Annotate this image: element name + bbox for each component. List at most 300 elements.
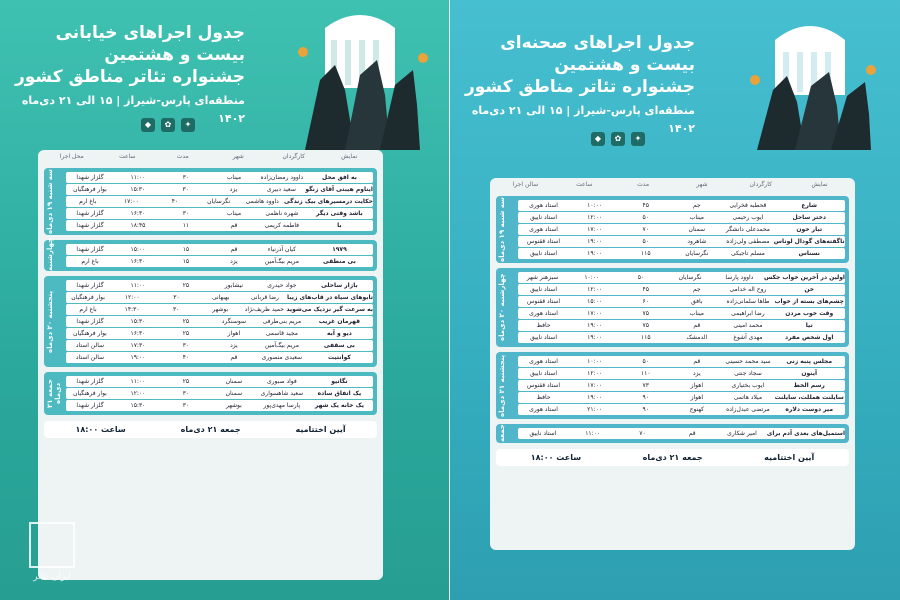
poster-artwork [735,10,885,150]
closing-ceremony-bar [496,449,849,466]
time: ۱۲:۰۰ [124,294,140,301]
title-line-1: جدول اجراهای صحنه‌ای [500,33,695,53]
time: ۱۹:۰۰ [587,394,603,401]
column-headers [490,178,855,191]
city: جم [692,286,701,293]
show-name: وقت خوب مردن [785,310,834,317]
venue: استاد هوری [529,202,558,209]
venue: استاد ناییق [530,334,557,341]
title-subtitle: منطقه‌ای پارس-شیراز | ۱۵ الی ۲۱ دی‌ماه ۱۴۰۲ [471,104,695,135]
venue: بوار فرهنگیان [73,330,107,337]
closing-date: جمعه ۲۱ دی‌ماه [180,425,241,434]
city: قم [230,222,238,229]
day-group [496,424,849,443]
venue: استاد ققنوس [527,382,561,389]
director: سعید شاهسواری [260,390,304,397]
closing-label: آیین اختتامیه [764,453,815,462]
city: جم [692,202,701,209]
venue: گلزار شهدا [76,378,104,385]
show-name: قهرمان غریب [318,318,361,325]
show-name: آینون [801,370,818,377]
time: ۱۲:۰۰ [587,214,603,221]
schedule-row [66,352,373,363]
show-name: تبار خون [796,226,823,233]
schedule-row [518,380,845,391]
schedule-row [66,376,373,387]
city: قم [693,322,701,329]
city: نگرسایان [685,250,709,257]
schedule-row [518,368,845,379]
director: قحطبه فخرایی [729,202,767,209]
day-group [496,196,849,263]
duration: ۴۵ [642,286,649,293]
poster-artwork [285,10,435,150]
time: ۱۵:۰۰ [130,246,146,253]
day-group [44,276,377,367]
show-name: اولین در آخرین خواب جکس [763,274,845,281]
duration: ۱۵ [182,246,190,253]
director: سید محمد حسینی [725,358,771,365]
duration: ۹۰ [642,406,649,413]
venue: بوار فرهنگیان [73,186,107,193]
closing-time: ساعت ۱۸:۰۰ [75,425,126,434]
schedule-row [66,340,373,351]
director: مریم بیگ‌آمین [264,342,299,349]
time: ۱۲:۰۰ [587,286,603,293]
schedule-sheet [38,150,383,580]
show-name: مجلس پنبه زنی [786,358,833,365]
title-subtitle: منطقه‌ای پارس-شیراز | ۱۵ الی ۲۱ دی‌ماه ۱۴۰۲ [21,94,245,125]
city: میناب [689,310,704,317]
time: ۱۴:۳۰ [124,306,140,313]
watermark [8,522,96,592]
show-name: با [337,222,342,229]
day-label: جمعه ۲۱ دی‌ماه [46,379,62,408]
column-header: محل اجرا [59,153,84,160]
show-name: به افق محل [321,174,357,181]
time: ۱۶:۳۰ [130,258,146,265]
director: طاها سلمانی‌زاده [726,298,770,305]
director: داوود هاشمی [245,198,279,205]
time: ۱۵:۳۰ [130,186,146,193]
column-header: ساعت [119,153,136,160]
title-line-3: جشنواره تئاتر مناطق کشور [464,77,695,97]
director: داوود رمضان‌زاده [260,174,304,181]
venue: استاد ناییق [530,286,557,293]
schedule-row [66,244,373,255]
venue: بوار فرهنگیان [73,390,107,397]
venue: سالن استاد [75,342,105,349]
column-headers [38,150,383,163]
show-name: ایناوم هیبتی آقای زنگو [305,186,373,193]
city: سمنان [225,390,243,397]
city: قم [693,358,701,365]
schedule-row [518,284,845,295]
duration: ۴۵ [642,202,649,209]
director: پارسا مهدی‌پور [263,402,301,409]
time: ۱۹:۰۰ [587,322,603,329]
show-name: شارع [801,202,818,209]
duration: ۵۰ [637,274,645,281]
venue: استاد هوری [529,406,558,413]
duration: ۱۵ [182,258,190,265]
closing-date: جمعه ۲۱ دی‌ماه [642,453,703,462]
director: مریم بیگ‌آمین [264,258,299,265]
schedule-row [66,400,373,411]
column-header: کارگردان [282,153,305,160]
duration: ۳۰ [182,174,190,181]
poster-title [10,22,245,128]
schedule-row [66,220,373,231]
show-name: بازار ساحلی [321,282,358,289]
emblem-icon: ✦ [631,132,645,146]
director: رضا ابراهیمی [731,310,765,317]
director: مریم بنی‌طرفی [262,318,302,325]
venue: گلزار شهدا [76,246,104,253]
closing-label: آیین اختتامیه [295,425,346,434]
schedule-row [66,172,373,183]
show-name: میر دوست دلاره [785,406,834,413]
duration: ۲۵ [182,330,190,337]
director: داوود پارسا [725,274,754,281]
schedule-sheet [490,178,855,550]
day-group [44,168,377,235]
time: ۱۸:۴۵ [130,222,146,229]
director: محمدعلی دانشگر [725,226,770,233]
duration: ۷۰ [642,226,649,233]
column-header: ساعت [576,181,593,188]
venue: استاد ناییق [530,370,557,377]
venue: حافظ [536,394,551,401]
venue: گلزار شهدا [76,210,104,217]
show-name: رسم الخط [793,382,825,389]
closing-ceremony-bar [44,421,377,438]
schedule-row [66,304,373,315]
city: میناب [226,174,242,181]
title-line-2: بیست و هشتمین [104,45,245,65]
city: بافق [691,298,703,305]
city: الدمشک [686,334,708,341]
director: ایوب بختیاری [731,382,765,389]
time: ۱۱:۰۰ [130,282,146,289]
city: اهواز [690,394,704,401]
show-name: کوانتیت [328,354,351,361]
director: امیر شکاری [727,430,757,437]
column-header: نمایش [341,153,358,160]
venue: استاد ققنوس [527,238,561,245]
show-name: ناگفته‌های گودال لوناس [773,238,845,245]
venue: گلزار شهدا [76,222,104,229]
schedule-row [518,308,845,319]
director: سعید دبیری [266,186,296,193]
schedule-row [518,392,845,403]
day-label: جمعه [498,424,506,443]
column-header: شهر [696,181,708,188]
schedule-row [518,224,845,235]
show-name: نسناس [798,250,820,257]
schedule-row [518,272,845,283]
show-name: ۱۹۷۹ [332,246,347,253]
poster-title [460,32,695,138]
time: ۱۰:۰۰ [587,202,603,209]
schedule-row [66,208,373,219]
show-name: سایلنت همللت، سایلنت [774,394,844,401]
schedule-row [518,236,845,247]
director: مهدی آشوغ [733,334,763,341]
city: بوشهر [212,306,229,313]
duration: ۴۰ [182,354,190,361]
show-name: خن [804,286,815,293]
show-name: یک خانه یک شهر [314,402,364,409]
city: قم [688,430,696,437]
time: ۱۱:۰۰ [585,430,601,437]
venue: گلزار شهدا [76,318,104,325]
schedule-row [518,320,845,331]
column-header: کارگردان [749,181,772,188]
duration: ۵۰ [642,214,649,221]
venue: استاد ناییق [529,430,557,437]
show-name: تابوهای سیاه در قاب‌های زیبا [287,294,373,301]
duration: ۱۱۰ [640,370,651,377]
time: ۱۹:۰۰ [130,354,146,361]
time: ۱۰:۰۰ [584,274,600,281]
day-group [496,268,849,347]
director: ایوب رحیمی [732,214,764,221]
duration: ۷۵ [642,310,649,317]
duration: ۳۰ [182,402,190,409]
show-name: اول شخص مفرد [785,334,834,341]
venue: گلزار شهدا [76,402,104,409]
column-header: مدت [637,181,650,188]
city: یزد [230,342,238,349]
venue: حافظ [536,322,551,329]
column-header: نمایش [811,181,828,188]
stage-schedule-poster [450,0,900,600]
city: قم [230,246,238,253]
city: یزد [229,186,238,193]
city: بهبهانی [211,294,230,301]
time: ۱۵:۳۰ [130,318,146,325]
director: کیان آذرنیاء [267,246,296,253]
director: شهره ناظمی [265,210,299,217]
schedule-row [518,296,845,307]
day-group [44,372,377,415]
city: نیشابور [224,282,244,289]
title-line-2: بیست و هشتمین [554,55,695,75]
schedule-row [66,316,373,327]
venue: گلزار شهدا [76,174,104,181]
director: فواد صبوری [266,378,297,385]
time: ۱۷:۰۰ [587,226,603,233]
duration: ۲۵ [182,282,190,289]
city: قم [230,354,238,361]
director: مجید قاسمی [265,330,298,337]
title-line-1: جدول اجراهای خیابانی [55,23,245,43]
director: سعیدی منصوری [261,354,303,361]
venue: استاد هوری [529,310,558,317]
venue: بوار فرهنگیان [71,294,105,301]
time: ۱۲:۰۰ [130,390,146,397]
city: اهواز [690,382,704,389]
column-header: شهر [232,153,244,160]
duration: ۵۰ [642,358,649,365]
flower-logo-icon: ✿ [611,132,625,146]
day-label: چهارشنبه [46,237,54,271]
duration: ۷۵ [642,322,649,329]
time: ۱۷:۰۰ [123,198,139,205]
watermark-text: ایران تئاتر [33,572,71,582]
time: ۱۱:۰۰ [130,378,146,385]
city: میناب [226,210,242,217]
duration: ۶۰ [642,298,649,305]
time: ۲۱:۰۰ [587,406,603,413]
director: مرتضی عبدل‌زاده [726,406,770,413]
show-name: حکایت درمسیرهای بیک زندگی [284,198,373,205]
sponsor-logos [141,118,195,132]
duration: ۱۱ [182,222,190,229]
sponsor-logos [591,132,645,146]
schedule-row [518,212,845,223]
director: سجاد جنتی [734,370,762,377]
day-label: پنجشنبه ۲۰ دی‌ماه [46,290,54,353]
city: سمنان [225,378,243,385]
venue: باغ ارم [79,198,97,205]
venue: استاد هوری [529,358,558,365]
time: ۱۰:۰۰ [587,358,603,365]
show-name: دختر ساحل [792,214,826,221]
duration: ۳۰ [182,210,190,217]
director: حمید ظریف‌نژاد [244,306,284,313]
city: اهواز [227,330,241,337]
schedule-row [518,404,845,415]
day-group [496,352,849,419]
duration: ۳۰ [182,390,190,397]
director: رضا قربانی [250,294,279,301]
show-name: چشم‌های بسته از خواب [774,298,844,305]
duration: ۳۰ [182,342,190,349]
schedule-row [518,332,845,343]
duration: ۳۰ [173,294,180,301]
show-name: یک اتفاق ساده [317,390,362,397]
time: ۱۹:۰۰ [587,238,603,245]
director: فاطمه کریمی [264,222,300,229]
closing-time: ساعت ۱۸:۰۰ [530,453,582,462]
theater-logo-icon: ◆ [141,118,155,132]
column-header: سالن اجرا [512,181,539,188]
time: ۱۷:۳۰ [130,342,146,349]
time: ۱۱:۰۰ [130,174,146,181]
day-group [44,237,377,271]
venue: استاد ناییق [530,250,557,257]
schedule-row [518,248,845,259]
venue: استاد هوری [529,226,558,233]
day-label: سه شنبه ۱۹ دی‌ماه [46,169,54,234]
schedule-row [518,200,845,211]
city: نگرسایان [678,274,702,281]
venue: سبزهنر شهر [526,274,559,281]
time: ۱۷:۰۰ [587,382,603,389]
duration: ۱۱۵ [640,334,651,341]
director: میلاد هاتمی [733,394,763,401]
day-label: چهارشنبه ۲۰ دی‌ماه [498,273,506,342]
schedule-row [66,280,373,291]
watermark-logo-icon [29,522,75,568]
duration: ۲۵ [182,378,190,385]
city: کهنوج [689,406,705,413]
venue: استاد ققنوس [527,298,561,305]
venue: باغ ارم [81,258,99,265]
city: میناب [689,214,704,221]
schedule-row [66,328,373,339]
duration: ۱۱۵ [640,250,651,257]
title-line-3: جشنواره تئاتر مناطق کشور [14,67,245,87]
venue: باغ ارم [79,306,97,313]
show-name: بی سقفی [323,342,355,349]
time: ۱۹:۰۰ [587,334,603,341]
flower-logo-icon: ✿ [161,118,175,132]
day-label: پنجشنبه ۲۱ دی‌ماه [498,354,506,417]
schedule-row [66,196,373,207]
duration: ۷۰ [639,430,646,437]
time: ۱۹:۰۰ [587,250,603,257]
show-name: دیو و آبه [326,330,352,337]
city: یزد [230,258,238,265]
director: روح اله خدامی [729,286,767,293]
show-name: استمیل‌های بعدی آدم برای [766,430,845,437]
director: محمد امینی [733,322,763,329]
time: ۱۲:۰۰ [587,370,603,377]
duration: ۴۰ [171,198,179,205]
emblem-icon: ✦ [181,118,195,132]
duration: ۲۵ [182,318,190,325]
time: ۱۵:۳۰ [130,402,146,409]
director: جواد حیدری [267,282,297,289]
show-name: نگاتیو [331,378,348,385]
show-name: باشد وقتی دیگر [316,210,363,217]
time: ۱۷:۰۰ [587,310,603,317]
duration: ۷۳ [642,382,649,389]
venue: سالن استاد [75,354,105,361]
show-name: به سرعت گیر نزدیک می‌شوید [286,306,373,313]
city: بوشهر [225,402,242,409]
time: ۱۵:۰۰ [587,298,603,305]
day-label: سه شنبه ۱۹ دی‌ماه [498,197,506,262]
duration: ۳۰ [172,306,180,313]
city: سوسنگرد [221,318,247,325]
city: شاهرود [687,238,707,245]
theater-logo-icon: ◆ [591,132,605,146]
schedule-row [66,388,373,399]
duration: ۳۰ [182,186,189,193]
time: ۱۶:۳۰ [130,210,146,217]
schedule-row [66,184,373,195]
director: مصطفی ولی‌زاده [726,238,770,245]
city: یزد [693,370,701,377]
time: ۱۶:۳۰ [130,330,146,337]
schedule-row [518,356,845,367]
schedule-row [66,292,373,303]
duration: ۹۰ [642,394,649,401]
show-name: تیا [805,322,813,329]
schedule-row [518,428,845,439]
venue: گلزار شهدا [76,282,104,289]
column-header: مدت [176,153,189,160]
director: مسلم تاجیکی [731,250,765,257]
city: سمنان [688,226,706,233]
city: نگرسایان [207,198,231,205]
show-name: بی منطقی [323,258,356,265]
venue: استاد ناییق [530,214,557,221]
